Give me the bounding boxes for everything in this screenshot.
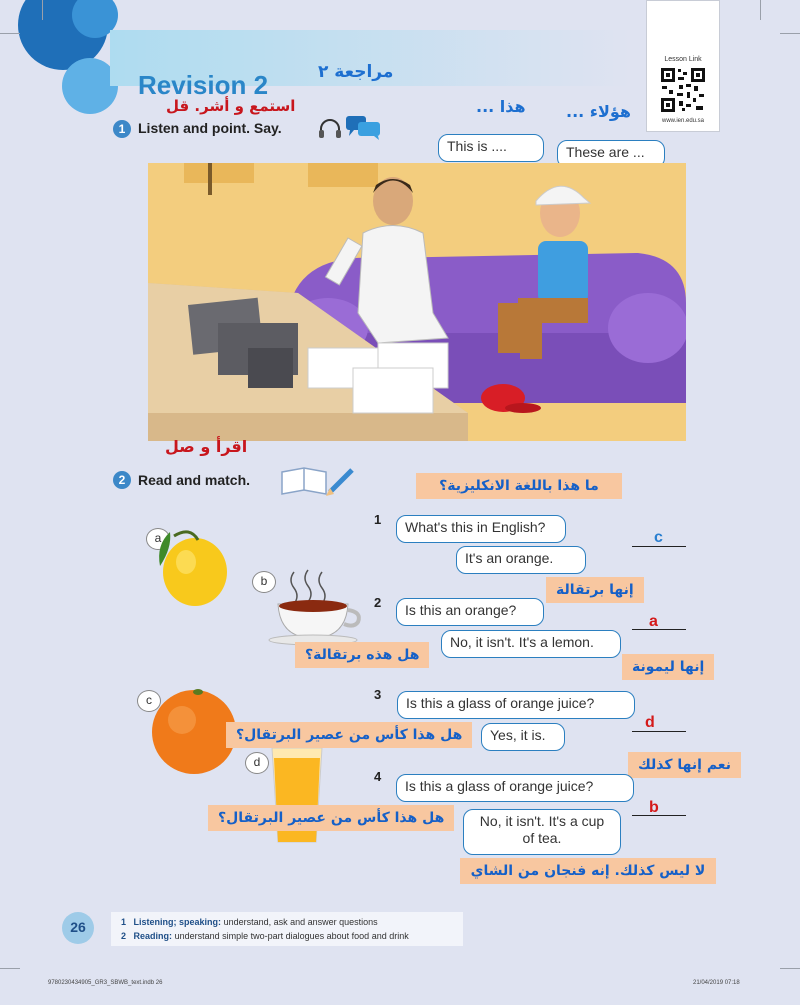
crop-mark [780,33,800,34]
arabic-q1: ما هذا باللغة الانكليزية؟ [416,473,622,499]
print-mark-right: 21/04/2019 07:18 [693,980,740,986]
item-d-label: d [245,752,269,774]
crop-mark [760,0,761,20]
dialogue2-match-answer[interactable]: a [649,613,658,630]
crop-mark [780,968,800,969]
lesson-link-url: www.ien.edu.sa [661,118,705,124]
dialogue3-match-answer[interactable]: d [645,714,655,731]
page-title: Revision 2 [138,70,269,100]
dialogue3-number: 3 [374,687,382,702]
objective-1-bold: Listening; speaking: [133,917,222,927]
arabic-a4: لا ليس كذلك. إنه فنجان من الشاي [460,858,716,884]
arabic-these: هؤلاء ... [566,102,632,121]
crop-mark [42,0,43,20]
bubble-these-are: These are ... [557,140,665,168]
dialogue4-answer-line2: of tea. [522,830,562,846]
section2-arabic-label: اقرأ و صل [165,437,248,456]
dialogue1-answer-line[interactable] [632,546,686,547]
dialogue2-question: Is this an orange? [396,598,544,626]
section1-label: Listen and point. Say. [138,120,282,136]
dialogue3-answer-line[interactable] [632,731,686,732]
objectives-box [111,912,463,946]
dialogue3-answer: Yes, it is. [481,723,565,751]
arabic-a2: إنها ليمونة [622,654,714,680]
dialogue2-answer-line[interactable] [632,629,686,630]
item-c-label: c [137,690,161,712]
lemon-image [150,520,240,610]
lesson-link-box[interactable] [646,0,720,132]
objective-1 [121,917,378,927]
dialogue4-answer-line[interactable] [632,815,686,816]
dialogue4-number: 4 [374,769,382,784]
dialogue1-number: 1 [374,512,382,527]
arabic-q2: هل هذه برتقالة؟ [295,642,429,668]
section1-arabic-label: استمع و أشر. قل [166,97,296,115]
objective-1-text: understand, ask and answer questions [223,917,378,927]
arabic-q3: هل هذا كأس من عصير البرتقال؟ [226,722,472,748]
objective-2-text: understand simple two-part dialogues about food and drink [174,931,409,941]
objective-1-num: 1 [121,917,127,927]
dialogue1-question: What's this in English? [396,515,566,543]
speech-icon [346,114,382,140]
book-pencil-icon [280,466,356,498]
scene-drawing [148,163,686,441]
arabic-a1: إنها برتقالة [546,577,644,603]
headphones-icon [318,118,342,140]
dialogue2-answer: No, it isn't. It's a lemon. [441,630,621,658]
item-a-label: a [146,528,170,550]
section1-number: 1 [113,120,131,138]
living-room-illustration [148,163,686,441]
section2-label: Read and match. [138,472,251,488]
page-number: 26 [70,919,86,935]
objective-2-num: 2 [121,931,127,941]
qr-code-icon [660,67,706,113]
objective-2-bold: Reading: [133,931,173,941]
lesson-link-label: Lesson Link [664,56,702,63]
dialogue1-answer: It's an orange. [456,546,586,574]
page-title-arabic: مراجعة ٢ [318,62,394,82]
crop-mark [0,968,20,969]
objective-2 [121,931,409,941]
tea-cup-image [268,566,364,646]
arabic-a3: نعم إنها كذلك [628,752,741,778]
item-b-label: b [252,571,276,593]
dialogue4-answer [463,809,621,855]
print-mark-left: 9780230434905_GR3_SBWB_text.indb 26 [48,980,163,986]
dialogue2-number: 2 [374,595,382,610]
bubble-this-is: This is .... [438,134,544,162]
dialogue1-match-answer[interactable]: c [654,529,663,546]
dialogue4-match-answer[interactable]: b [649,799,659,816]
section2-number: 2 [113,471,131,489]
crop-mark [0,33,20,34]
dialogue3-question: Is this a glass of orange juice? [397,691,635,719]
arabic-q4: هل هذا كأس من عصير البرتقال؟ [208,805,454,831]
dialogue4-question: Is this a glass of orange juice? [396,774,634,802]
dialogue4-answer-line1: No, it isn't. It's a cup [479,813,605,829]
arabic-this: هذا ... [476,97,526,116]
juice-glass-image [262,746,332,846]
